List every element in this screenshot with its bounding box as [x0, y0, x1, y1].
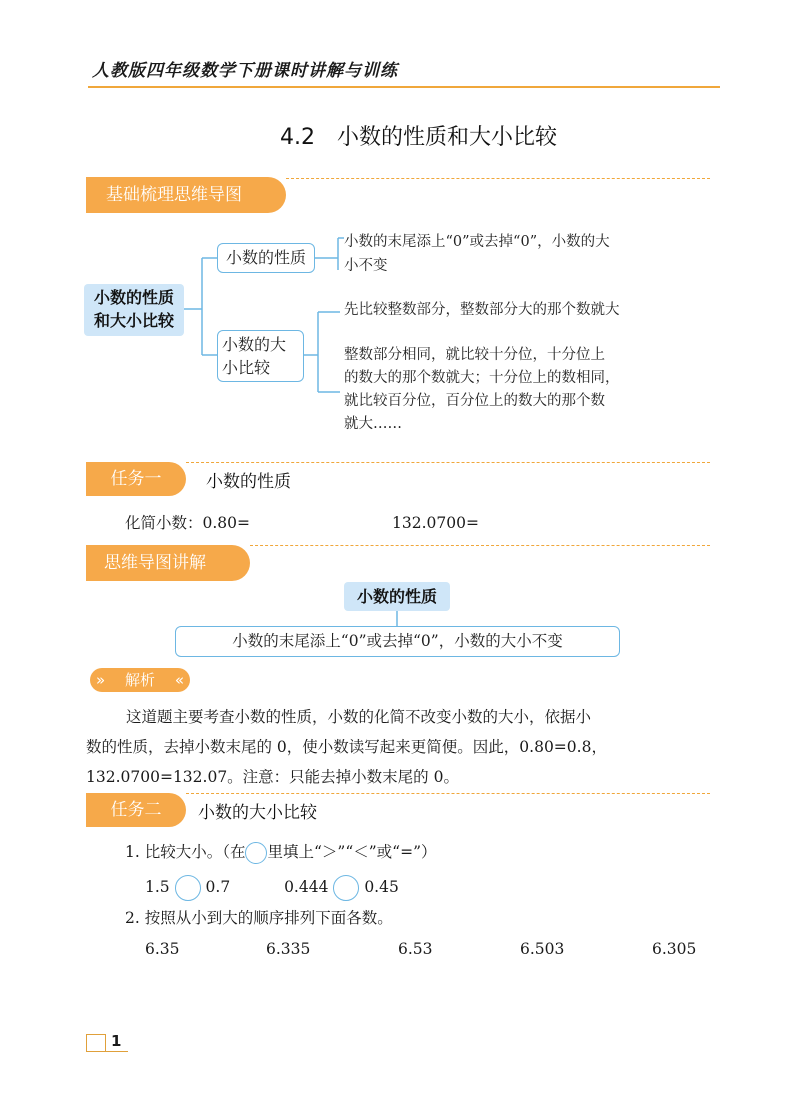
question1-suffix: 里填上“＞”“＜”或“=”）	[267, 843, 437, 861]
task1-pill: 任务一	[86, 462, 186, 496]
section-title: 4.2 小数的性质和大小比较	[280, 125, 557, 150]
dashed-divider	[250, 545, 710, 546]
mindmap-branch-property: 小数的性质	[217, 243, 315, 273]
task2-question2: 2. 按照从小到大的顺序排列下面各数。	[125, 909, 393, 927]
compare-rule-integer: 先比较整数部分，整数部分大的那个数就大	[344, 302, 620, 318]
compare-b2: 0.45	[364, 878, 399, 896]
analysis-line3: 132.0700=132.07。注意：只能去掉小数末尾的 0。	[86, 768, 459, 786]
question1-prefix: 1. 比较大小。（在	[125, 843, 246, 861]
task2-title: 小数的大小比较	[198, 803, 317, 823]
task1-question-b: 132.0700=	[392, 514, 479, 532]
compare-rule-line1: 整数部分相同，就比较十分位，十分位上	[344, 347, 605, 363]
double-chevron-right-icon: »	[96, 671, 106, 689]
compare-rule-line3: 就比较百分位，百分位上的数大的那个数	[344, 393, 605, 409]
compare-rule-line2: 的数大的那个数就大；十分位上的数相同，	[344, 370, 620, 386]
number-2: 6.335	[266, 940, 311, 958]
double-chevron-left-icon: «	[174, 671, 184, 689]
page-corner-mark	[86, 1034, 106, 1052]
analysis-label-pill	[90, 668, 190, 692]
analysis-text	[86, 702, 726, 792]
number-3: 6.53	[398, 940, 433, 958]
number-4: 6.503	[520, 940, 565, 958]
analysis-line2: 数的性质，去掉小数末尾的 0，使小数读写起来更简便。因此，0.80=0.8，	[86, 738, 607, 756]
explain-node: 小数的性质	[344, 582, 450, 611]
mindmap-banner: 基础梳理思维导图	[86, 177, 286, 213]
book-title: 人教版四年级数学下册课时讲解与训练	[92, 61, 398, 81]
compare-circle-2[interactable]	[333, 875, 359, 901]
mindmap-root	[84, 284, 184, 336]
mindmap-root-line1: 小数的性质	[93, 288, 174, 307]
property-description-line2: 小不变	[344, 258, 388, 274]
number-1: 6.35	[145, 940, 180, 958]
footer-line	[90, 1051, 128, 1052]
compare-b1: 0.7	[205, 878, 231, 896]
explain-box: 小数的末尾添上“0”或去掉“0”，小数的大小不变	[175, 626, 620, 657]
compare-rule-line4: 就大……	[344, 416, 402, 432]
number-5: 6.305	[652, 940, 697, 958]
compare-circle-1[interactable]	[175, 875, 201, 901]
task1-question-a: 化简小数：0.80=	[125, 514, 250, 532]
task1-title: 小数的性质	[206, 472, 291, 492]
analysis-line1: 这道题主要考查小数的性质，小数的化简不改变小数的大小，依据小	[126, 708, 592, 726]
branch-compare-line2: 小比较	[222, 358, 271, 377]
compare-a2: 0.444	[284, 878, 329, 896]
page-number: 1	[111, 1032, 122, 1050]
property-description-line1: 小数的末尾添上“0”或去掉“0”，小数的大	[344, 234, 610, 250]
answer-circle-sample	[245, 842, 267, 864]
analysis-label: 解析	[124, 671, 155, 689]
task2-question1	[125, 837, 437, 867]
compare-row	[145, 872, 399, 902]
mindmap-root-line2: 和大小比较	[93, 311, 174, 330]
branch-compare-line1: 小数的大	[222, 335, 287, 354]
task2-pill: 任务二	[86, 793, 186, 827]
mindmap-branch-compare	[217, 330, 304, 382]
property-description	[344, 230, 724, 278]
compare-a1: 1.5	[145, 878, 170, 896]
dashed-divider	[186, 793, 710, 794]
dashed-divider	[186, 462, 710, 463]
explain-banner: 思维导图讲解	[86, 545, 250, 581]
compare-rule-decimal	[344, 344, 724, 436]
